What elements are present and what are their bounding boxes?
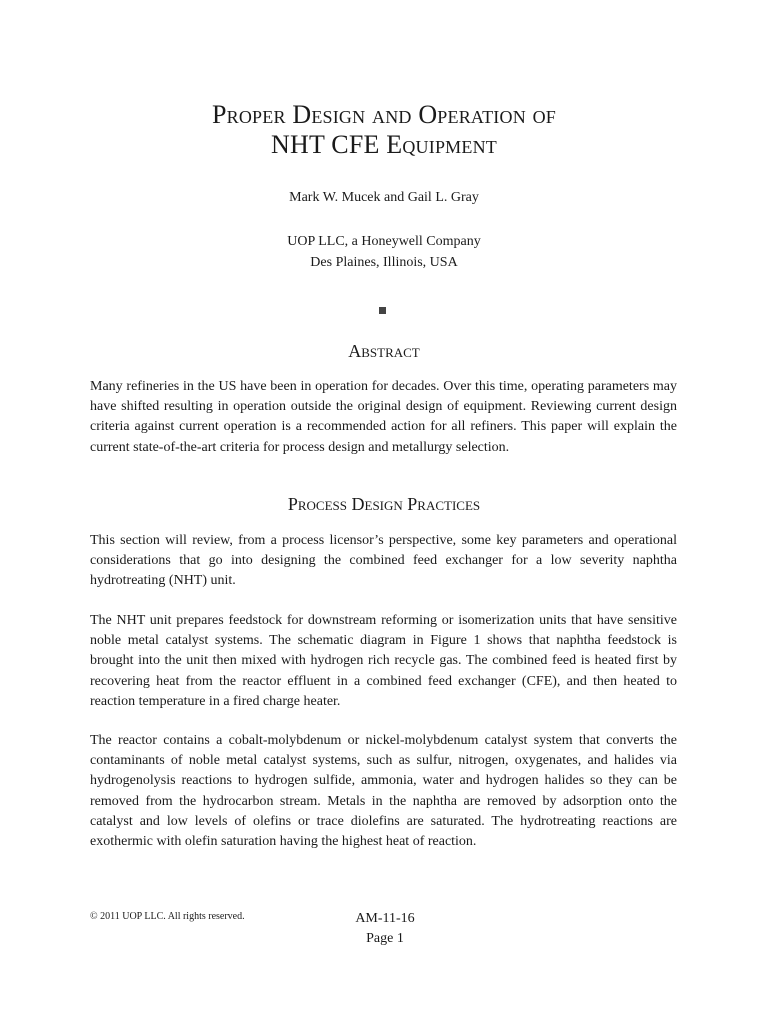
body-paragraph-2: The NHT unit prepares feedstock for downstream reforming or isomerization units that have sensitive noble metal catalyst systems. The schematic diagram in Figure 1 shows that naphtha feedstock is brought into the unit then mixed with hydrogen rich recycle gas. The combined feed is heated first by recovering heat from the reactor effluent in a combined feed exchanger (CFE), and then heated to reaction temperature in a fired charge heater. (90, 613, 677, 709)
body-paragraph-3: The reactor contains a cobalt-molybdenum or nickel-molybdenum catalyst system that converts the contaminants of noble metal catalyst systems, such as sulfur, nitrogen, oxygenates, and halides via hydrogenolysis reactions to hydrogen sulfide, ammonia, water and hydrogen halides so they can be removed from the hydrocarbon stream. Metals in the naphtha are removed by adsorption onto the catalyst and low levels of olefins or trace diolefins are saturated. The hydrotreating reactions are exothermic with olefin saturation having the highest heat of reaction. (90, 733, 677, 850)
authors: Mark W. Mucek and Gail L. Gray (289, 190, 479, 205)
paper-title (0, 100, 768, 160)
page-number: Page 1 (366, 931, 404, 946)
paper-title-line-2: NHT CFE Equipment (271, 130, 497, 159)
document-code: AM-11-16 (355, 911, 415, 926)
abstract-paragraph: Many refineries in the US have been in operation for decades. Over this time, operating parameters may have shifted resulting in operation outside the original design of equipment. Reviewing current design criteria against current operation is a recommended action for all refiners. This paper will explain the current state-of-the-art criteria for process design and metallurgy selection. (90, 379, 677, 455)
affiliation-line-2: Des Plaines, Illinois, USA (310, 255, 458, 270)
abstract-heading: Abstract (348, 341, 420, 361)
body-paragraph-1: This section will review, from a process licensor’s perspective, some key parameters and operational considerations that go into designing the combined feed exchanger for a low severity naphtha hydrotreating (NHT) unit. (90, 533, 677, 589)
affiliation-line-1: UOP LLC, a Honeywell Company (287, 234, 481, 249)
affiliation (0, 231, 768, 273)
paper-title-line-1: Proper Design and Operation of (211, 100, 557, 129)
section-divider-square-icon (379, 307, 386, 314)
process-design-heading: Process Design Practices (287, 494, 481, 514)
copyright-notice: © 2011 UOP LLC. All rights reserved. (90, 911, 245, 922)
